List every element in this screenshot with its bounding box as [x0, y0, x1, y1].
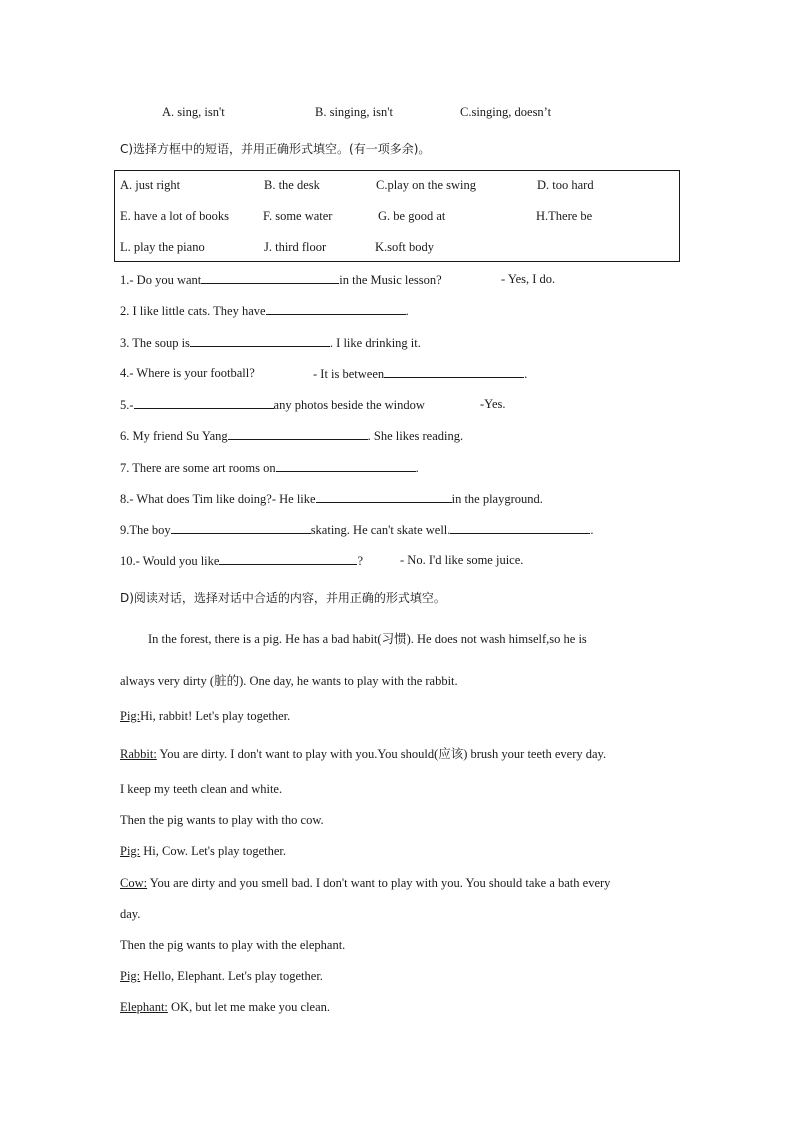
answer-blank[interactable] — [450, 521, 590, 534]
question-text: 3. The soup is — [120, 336, 190, 350]
answer-blank[interactable] — [266, 302, 406, 315]
option-c: C.singing, doesn’t — [460, 105, 552, 119]
question-text: - It is between — [313, 367, 385, 381]
dialogue-text: Hi, Cow. Let's play together. — [140, 844, 287, 858]
question-text: 7. There are some art rooms on — [120, 461, 276, 475]
speaker-pig: Pig: — [120, 709, 141, 723]
dialogue-text: You are dirty and you smell bad. I don't want to play with you. You should take a bath every — [147, 876, 611, 890]
dialogue-text: You are dirty. I don't want to play with you.You should(应该) brush your teeth every day. — [156, 747, 607, 761]
answer-blank[interactable] — [219, 552, 357, 565]
question-5-reply: -Yes. — [480, 397, 506, 411]
answer-blank[interactable] — [276, 459, 416, 472]
option-b: B. singing, isn't — [315, 105, 393, 119]
phrase-l: L. play the piano — [120, 240, 205, 254]
question-text: ? — [357, 554, 364, 568]
narration-2: Then the pig wants to play with the elephant. — [120, 938, 346, 952]
dialogue-pig-1 — [120, 708, 290, 724]
phrase-h: H.There be — [536, 209, 593, 223]
phrase-g: G. be good at — [378, 209, 446, 223]
question-text: . — [405, 304, 409, 318]
question-10 — [120, 552, 363, 569]
question-text: 9.The boy — [120, 523, 171, 537]
answer-blank[interactable] — [316, 490, 452, 503]
dialogue-text: Hi, rabbit! Let's play together. — [140, 709, 291, 723]
speaker-rabbit: Rabbit: — [120, 747, 157, 761]
question-2 — [120, 302, 409, 319]
narration-1: Then the pig wants to play with tho cow. — [120, 813, 324, 827]
answer-blank[interactable] — [171, 521, 311, 534]
question-text: 1.- Do you want — [120, 273, 202, 287]
question-text: 5.- — [120, 398, 134, 412]
answer-blank[interactable] — [190, 334, 330, 347]
phrase-d: D. too hard — [537, 178, 594, 192]
question-3 — [120, 334, 421, 351]
dialogue-pig-3 — [120, 968, 323, 984]
answer-blank[interactable] — [134, 396, 274, 409]
question-text: . I like drinking it. — [329, 336, 421, 350]
question-text: . — [415, 461, 419, 475]
dialogue-cow — [120, 875, 610, 891]
speaker-pig: Pig: — [120, 969, 141, 983]
answer-blank[interactable] — [228, 427, 368, 440]
section-d-heading: D)阅读对话，选择对话中合适的内容，并用正确的形式填空。 — [120, 591, 446, 605]
question-1-reply: - Yes, I do. — [501, 272, 556, 286]
question-7 — [120, 459, 419, 476]
phrase-e: E. have a lot of books — [120, 209, 230, 223]
phrase-a: A. just right — [120, 178, 181, 192]
answer-blank[interactable] — [384, 365, 524, 378]
dialogue-text: OK, but let me make you clean. — [167, 1000, 331, 1014]
phrase-c: C.play on the swing — [376, 178, 476, 192]
question-10-reply: - No. I'd like some juice. — [400, 553, 524, 567]
question-text: . — [590, 523, 594, 537]
phrase-j: J. third floor — [264, 240, 327, 254]
question-text: skating. He can't skate well. — [310, 523, 451, 537]
dialogue-rabbit — [120, 746, 606, 762]
speaker-elephant: Elephant: — [120, 1000, 168, 1014]
intro-line-2: always very dirty (脏的). One day, he wants to play with the rabbit. — [120, 674, 458, 688]
answer-blank[interactable] — [201, 271, 339, 284]
question-9 — [120, 521, 594, 538]
section-c-heading: C)选择方框中的短语，并用正确形式填空。(有一项多余)。 — [120, 142, 431, 156]
phrase-k: K.soft body — [375, 240, 435, 254]
question-text: 4.- Where is your football? — [120, 366, 255, 380]
question-text: in the playground. — [451, 492, 543, 506]
question-text: . — [524, 367, 528, 381]
question-text: 6. My friend Su Yang — [120, 429, 228, 443]
dialogue-text: Hello, Elephant. Let's play together. — [140, 969, 323, 983]
phrase-f: F. some water — [263, 209, 333, 223]
question-1 — [120, 271, 442, 288]
dialogue-cow-cont: day. — [120, 907, 141, 921]
intro-line-1: In the forest, there is a pig. He has a bad habit(习惯). He does not wash himself,so he is — [148, 632, 587, 646]
phrase-b: B. the desk — [264, 178, 320, 192]
dialogue-pig-2 — [120, 843, 286, 859]
question-4-part2 — [313, 365, 527, 382]
question-text: 8.- What does Tim like doing?- He like — [120, 492, 316, 506]
question-8 — [120, 490, 543, 507]
question-4 — [120, 365, 255, 381]
question-text: . She likes reading. — [367, 429, 464, 443]
question-text: 2. I like little cats. They have — [120, 304, 266, 318]
question-text: any photos beside the window — [273, 398, 425, 412]
question-6 — [120, 427, 463, 444]
question-text: 10.- Would you like — [120, 554, 220, 568]
option-a: A. sing, isn't — [162, 105, 225, 119]
question-5 — [120, 396, 425, 413]
dialogue-rabbit-cont: I keep my teeth clean and white. — [120, 782, 283, 796]
dialogue-elephant — [120, 999, 330, 1015]
speaker-cow: Cow: — [120, 876, 148, 890]
speaker-pig: Pig: — [120, 844, 141, 858]
question-text: in the Music lesson? — [339, 273, 442, 287]
